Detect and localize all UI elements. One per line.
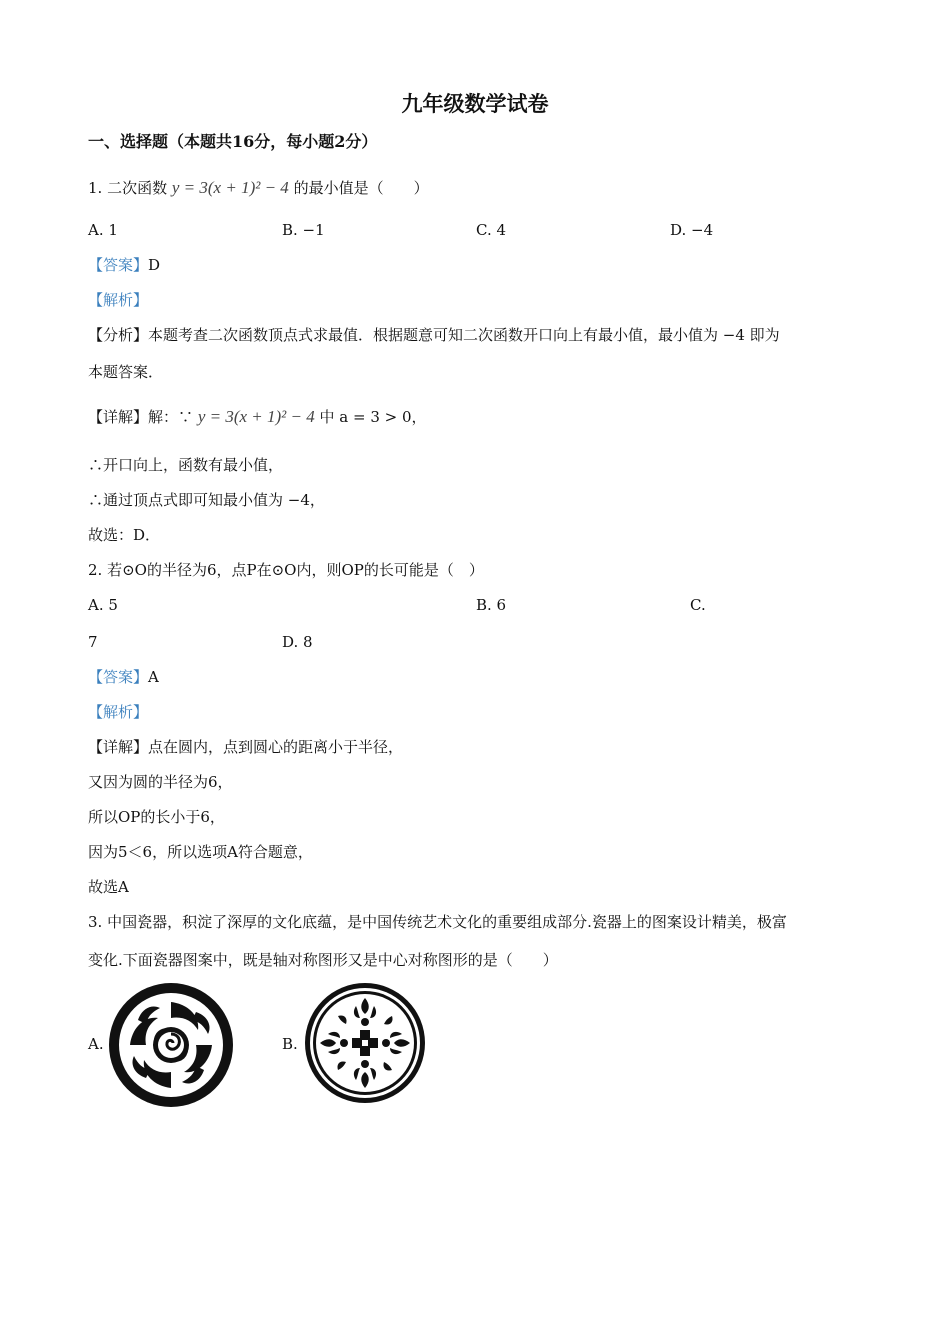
q1-fenxi-2: 本题答案． xyxy=(88,363,164,381)
q1-step-1: ∴开口向上，函数有最小值， xyxy=(88,456,284,474)
answer-tag: 【答案】 xyxy=(88,256,149,274)
q2-option-c-value: 7 xyxy=(88,633,98,651)
q2-detail-2: 又因为圆的半径为6， xyxy=(88,773,233,791)
q1-choice: 故选：D． xyxy=(88,526,161,544)
q2-option-c: C. xyxy=(690,596,706,614)
q2-option-b: B. 6 xyxy=(476,596,507,614)
q2-stem: 2. 若⊙O的半径为6，点P在⊙O内，则OP的长可能是（ ） xyxy=(88,561,484,579)
q1-option-c: C. 4 xyxy=(476,221,507,239)
q3-option-a-label: A. xyxy=(88,1035,104,1053)
q1-answer-value: D xyxy=(148,256,161,274)
q1-option-a: A. 1 xyxy=(88,221,118,239)
q2-detail-3: 所以OP的长小于6， xyxy=(88,808,225,826)
q1-fenxi-text-1: 本题考查二次函数顶点式求最值．根据题意可知二次函数开口向上有最小值，最小值为 −4 即为 xyxy=(148,326,780,344)
q1-analysis-tag: 【解析】 xyxy=(88,291,149,309)
detail-tag: 【详解】 xyxy=(88,408,149,426)
q2-option-d: D. 8 xyxy=(282,633,313,651)
q2-detail-text-1: 点在圆内，点到圆心的距离小于半径， xyxy=(148,738,404,756)
porcelain-pattern-a-figure xyxy=(108,982,234,1108)
q3-option-b-label: B. xyxy=(282,1035,298,1053)
q2-option-a: A. 5 xyxy=(88,596,118,614)
q1-option-b: B. −1 xyxy=(282,221,325,239)
page-title: 九年级数学试卷 xyxy=(401,91,549,116)
q1-stem xyxy=(88,178,429,198)
q2-answer-value: A xyxy=(148,668,159,686)
q1-detail xyxy=(88,407,427,427)
q2-answer xyxy=(88,667,159,687)
detail-tag: 【详解】 xyxy=(88,738,149,756)
q2-choice: 故选A xyxy=(88,878,129,896)
q1-step-2: ∴通过顶点式即可知最小值为 −4， xyxy=(88,491,325,509)
answer-tag: 【答案】 xyxy=(88,668,149,686)
q1-formula: y = 3(x + 1)² − 4 xyxy=(171,178,289,197)
q3-stem-1: 3. 中国瓷器，积淀了深厚的文化底蕴，是中国传统艺术文化的重要组成部分.瓷器上的图案设计精美，极富 xyxy=(88,913,787,931)
q1-detail-formula: y = 3(x + 1)² − 4 xyxy=(197,407,315,426)
section-heading: 一、选择题（本题共16分，每小题2分） xyxy=(88,132,378,151)
q1-detail-prefix: 解：∵ xyxy=(148,408,194,426)
q1-answer xyxy=(88,255,160,275)
fenxi-tag: 【分析】 xyxy=(88,326,149,344)
q2-detail-1 xyxy=(88,737,403,757)
q3-stem-2: 变化.下面瓷器图案中，既是轴对称图形又是中心对称图形的是（ ） xyxy=(88,951,558,969)
q1-detail-suffix: 中 a = 3 > 0， xyxy=(319,408,427,426)
q1-stem-prefix: 1. 二次函数 xyxy=(88,179,168,197)
q1-stem-suffix: 的最小值是（ ） xyxy=(293,179,429,197)
q2-detail-4: 因为5＜6，所以选项A符合题意， xyxy=(88,843,313,861)
porcelain-pattern-b-figure xyxy=(304,982,426,1104)
q2-analysis-tag: 【解析】 xyxy=(88,703,149,721)
q1-option-d: D. −4 xyxy=(670,221,714,239)
q1-fenxi-1 xyxy=(88,325,780,345)
